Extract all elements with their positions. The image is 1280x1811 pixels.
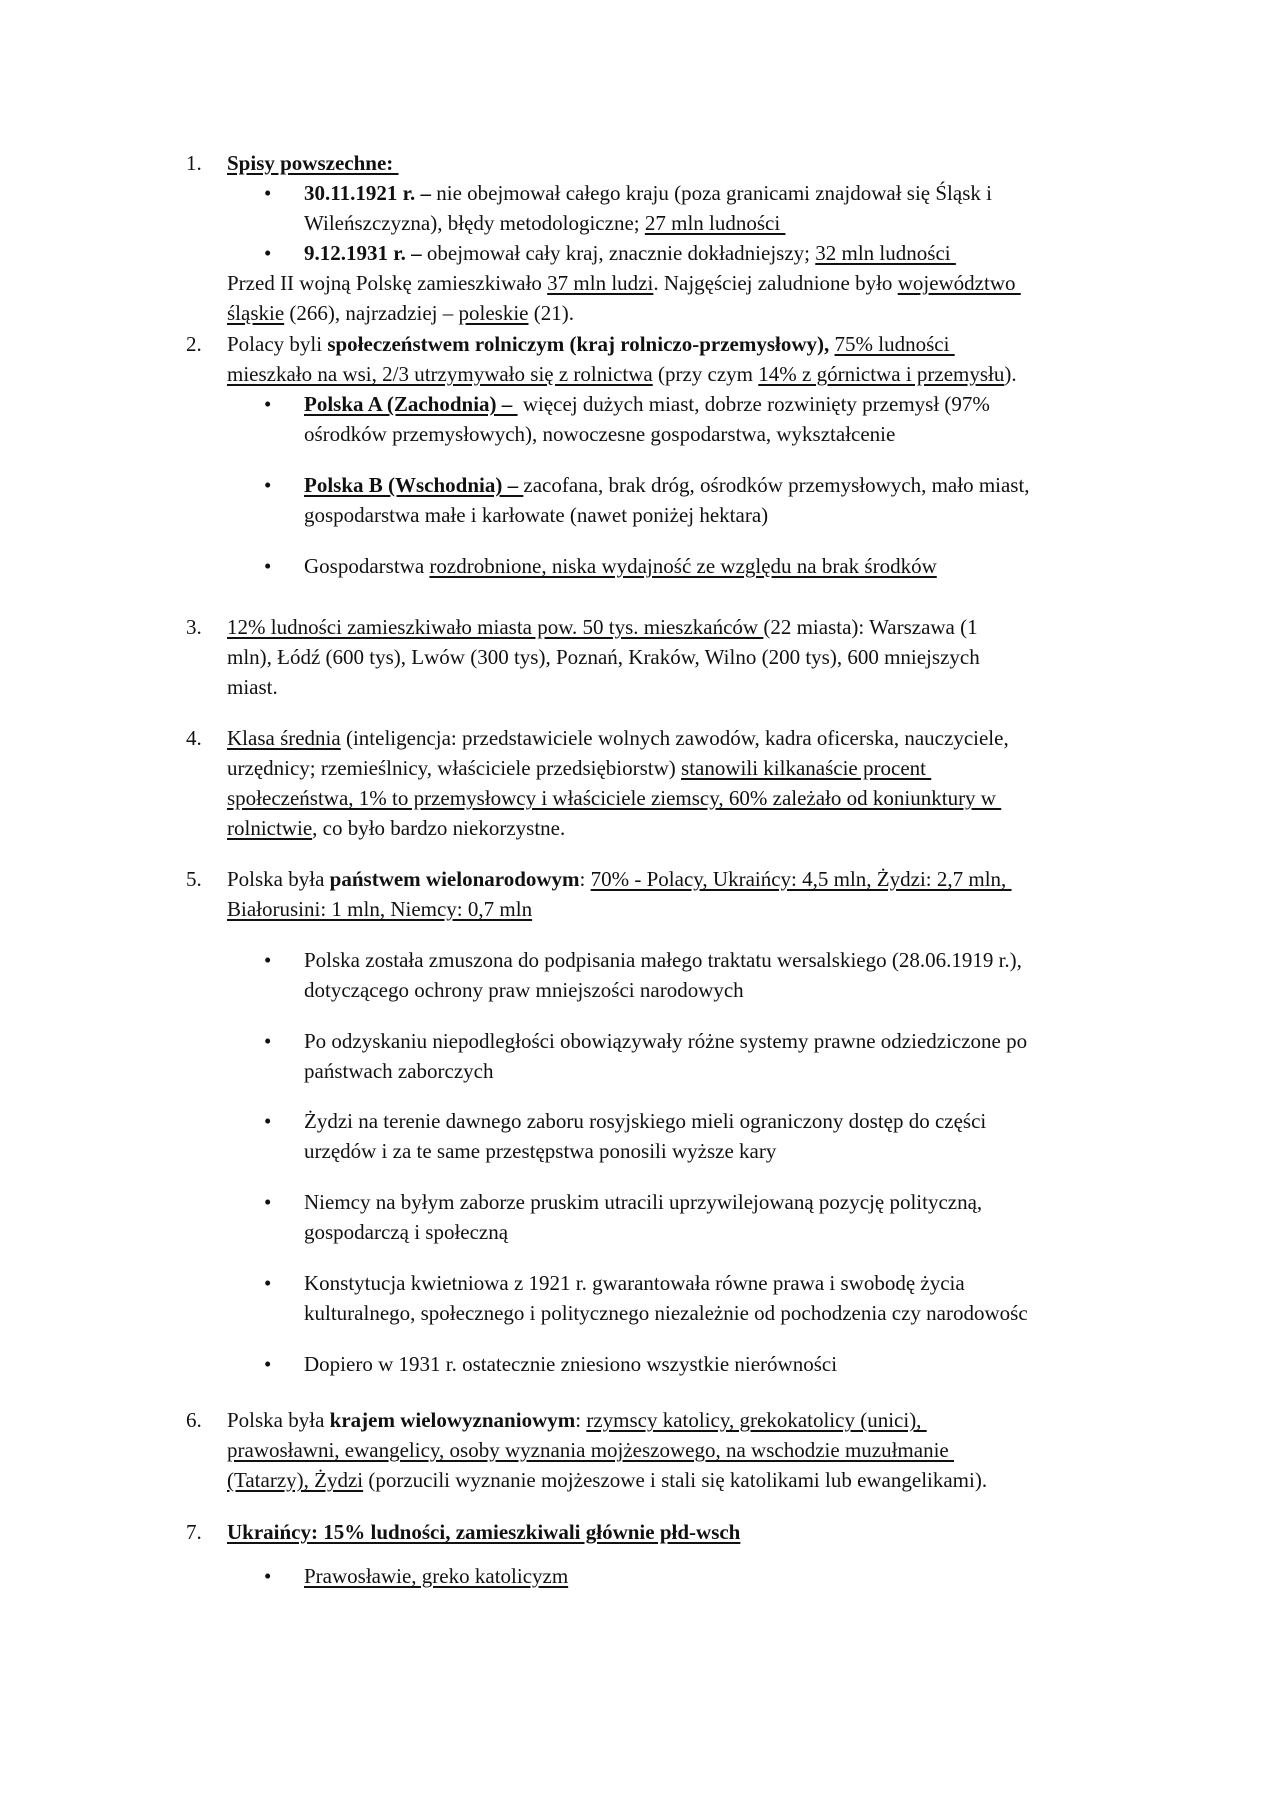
text-line xyxy=(227,864,1012,894)
text-line xyxy=(304,551,937,581)
text-run: Polska była xyxy=(227,867,330,891)
text-run: Dopiero w 1931 r. ostatecznie zniesiono wszystkie nierówności xyxy=(304,1352,838,1376)
text-run: mieszkało na wsi, 2/3 utrzymywało się z rolnictwa xyxy=(227,362,653,386)
text-run: państwem wielonarodowym xyxy=(329,867,580,891)
bullet-icon: • xyxy=(264,181,272,205)
list-number: 2. xyxy=(186,332,202,356)
text-run: śląskie xyxy=(227,301,285,325)
text-run: (przy czym xyxy=(652,362,759,386)
text-run: 75% ludności xyxy=(834,332,955,356)
list-number: 5. xyxy=(186,867,202,891)
text-line xyxy=(227,783,1001,813)
text-run: (22 miasta): Warszawa (1 xyxy=(763,615,978,639)
bullet-icon: • xyxy=(264,1564,272,1588)
text-run: Konstytucja kwietniowa z 1921 r. gwarantowała równe prawa i swobodę życia xyxy=(304,1271,965,1295)
text-line xyxy=(304,500,768,530)
text-run: Gospodarstwa xyxy=(304,554,430,578)
text-run: gospodarczą i społeczną xyxy=(304,1220,509,1244)
text-run: rzymscy katolicy, grekokatolicy (unici), xyxy=(586,1408,927,1432)
text-run: (inteligencja: przedstawiciele wolnych zawodów, kadra oficerska, nauczyciele, xyxy=(340,726,1009,750)
text-run: miast. xyxy=(227,675,278,699)
text-run: rolnictwie xyxy=(227,816,313,840)
text-line xyxy=(304,945,1022,975)
text-line xyxy=(304,1349,837,1379)
text-run: krajem wielowyznaniowym xyxy=(329,1408,576,1432)
text-run: Prawosławie, greko katolicyzm xyxy=(304,1564,569,1588)
text-line xyxy=(227,894,532,924)
text-line xyxy=(304,238,956,268)
text-line xyxy=(227,723,1009,753)
text-line xyxy=(227,1405,927,1435)
bullet-icon: • xyxy=(264,948,272,972)
list-number: 1. xyxy=(186,151,202,175)
text-run: (266), najrzadziej – xyxy=(284,301,459,325)
text-run: Klasa średnia xyxy=(227,726,341,750)
text-run: 14% z górnictwa i przemysłu xyxy=(758,362,1005,386)
text-run: Polska została zmuszona do podpisania małego traktatu wersalskiego (28.06.1919 r.), xyxy=(304,948,1022,972)
text-run: stanowili kilkanaście procent xyxy=(681,756,932,780)
text-run: Niemcy na byłym zaborze pruskim utracili uprzywilejowaną pozycję polityczną, xyxy=(304,1190,983,1214)
text-run: 37 mln ludzi xyxy=(547,271,654,295)
text-line xyxy=(304,389,990,419)
text-run: ośrodków przemysłowych), nowoczesne gospodarstwa, wykształcenie xyxy=(304,422,896,446)
text-run: 9.12.1931 r. – xyxy=(304,241,427,265)
text-run: województwo xyxy=(897,271,1021,295)
text-run: 32 mln ludności xyxy=(815,241,956,265)
text-line xyxy=(227,1435,954,1465)
text-run: ). xyxy=(1004,362,1017,386)
text-line xyxy=(227,359,1017,389)
text-line xyxy=(227,672,278,702)
text-run: zacofana, brak dróg, ośrodków przemysłowych, mało miast, xyxy=(523,473,1030,497)
text-run: Polacy byli xyxy=(227,332,328,356)
text-line xyxy=(304,975,744,1005)
list-number: 4. xyxy=(186,726,202,750)
text-line xyxy=(227,329,955,359)
text-line xyxy=(304,1056,493,1086)
bullet-icon: • xyxy=(264,1190,272,1214)
text-run: obejmował cały kraj, znacznie dokładniejszy; xyxy=(426,241,816,265)
text-run: : xyxy=(579,867,591,891)
text-run: prawosławni, ewangelicy, osoby wyznania mojżeszowego, na wschodzie muzułmanie xyxy=(227,1438,954,1462)
text-run: Polska A (Zachodnia) – xyxy=(304,392,518,416)
bullet-icon: • xyxy=(264,1352,272,1376)
text-run: mln), Łódź (600 tys), Lwów (300 tys), Poznań, Kraków, Wilno (200 tys), 600 mniejszych xyxy=(227,645,980,669)
text-line xyxy=(304,178,992,208)
text-run: społeczeństwem rolniczym (kraj rolniczo-przemysłowy), xyxy=(327,332,835,356)
list-number: 6. xyxy=(186,1408,202,1432)
bullet-icon: • xyxy=(264,392,272,416)
text-run: (Tatarzy), Żydzi xyxy=(227,1468,364,1492)
text-line xyxy=(227,1465,987,1495)
text-line xyxy=(304,1136,776,1166)
list-number: 3. xyxy=(186,615,202,639)
bullet-icon: • xyxy=(264,1271,272,1295)
text-run: . Najgęściej zaludnione było xyxy=(653,271,898,295)
text-run: urzędnicy; rzemieślnicy, właściciele przedsiębiorstw) xyxy=(227,756,682,780)
text-run: , co było bardzo niekorzystne. xyxy=(312,816,566,840)
text-run: 30.11.1921 r. – xyxy=(304,181,437,205)
text-run: Spisy powszechne: xyxy=(227,151,399,175)
text-run: Białorusini: 1 mln, Niemcy: 0,7 mln xyxy=(227,897,533,921)
text-run: gospodarstwa małe i karłowate (nawet poniżej hektara) xyxy=(304,503,769,527)
text-run: więcej dużych miast, dobrze rozwinięty przemysł (97% xyxy=(517,392,990,416)
text-run: kulturalnego, społecznego i politycznego niezależnie od pochodzenia czy narodowośc xyxy=(304,1301,1028,1325)
bullet-icon: • xyxy=(264,1109,272,1133)
text-line xyxy=(304,1217,508,1247)
text-line xyxy=(304,1187,982,1217)
text-line xyxy=(227,298,574,328)
text-run: nie obejmował całego kraju (poza granicami znajdował się Śląsk i xyxy=(436,181,992,205)
text-line xyxy=(304,1026,1027,1056)
text-line xyxy=(227,753,931,783)
text-run: państwach zaborczych xyxy=(304,1059,494,1083)
bullet-icon: • xyxy=(264,1029,272,1053)
text-run: Polska była xyxy=(227,1408,330,1432)
text-run: : xyxy=(575,1408,587,1432)
text-line xyxy=(304,1106,986,1136)
text-run: urzędów i za te same przestępstwa ponosili wyższe kary xyxy=(304,1139,777,1163)
section-heading xyxy=(227,148,399,178)
text-run: Polska B (Wschodnia) – xyxy=(304,473,524,497)
text-run: (21). xyxy=(528,301,574,325)
text-run: 12% ludności zamieszkiwało miasta pow. 50 tys. mieszkańców xyxy=(227,615,764,639)
list-number: 7. xyxy=(186,1520,202,1544)
text-line xyxy=(227,268,1021,298)
text-run: Żydzi na terenie dawnego zaboru rosyjskiego mieli ograniczony dostęp do części xyxy=(304,1109,987,1133)
text-line xyxy=(304,1561,568,1591)
text-line xyxy=(227,642,980,672)
section-heading xyxy=(227,1517,740,1547)
text-line xyxy=(304,419,895,449)
text-run: Wileńszczyzna), błędy metodologiczne; xyxy=(304,211,645,235)
text-line xyxy=(304,208,785,238)
text-run: (porzucili wyznanie mojżeszowe i stali się katolikami lub ewangelikami). xyxy=(363,1468,988,1492)
text-line xyxy=(304,470,1030,500)
bullet-icon: • xyxy=(264,241,272,265)
bullet-icon: • xyxy=(264,554,272,578)
text-run: 27 mln ludności xyxy=(644,211,786,235)
text-run: społeczeństwa, 1% to przemysłowcy i właściciele ziemscy, 60% zależało od koniunktury w xyxy=(227,786,1002,810)
text-run: dotyczącego ochrony praw mniejszości narodowych xyxy=(304,978,744,1002)
text-line xyxy=(227,813,565,843)
text-run: rozdrobnione, niska wydajność ze względu na brak środków xyxy=(429,554,937,578)
text-run: Po odzyskaniu niepodległości obowiązywały różne systemy prawne odziedziczone po xyxy=(304,1029,1028,1053)
text-run: 70% - Polacy, Ukraińcy: 4,5 mln, Żydzi: 2,7 mln, xyxy=(590,867,1012,891)
text-run: poleskie xyxy=(458,301,529,325)
text-run: Przed II wojną Polskę zamieszkiwało xyxy=(227,271,548,295)
text-line xyxy=(304,1298,1028,1328)
bullet-icon: • xyxy=(264,473,272,497)
text-line xyxy=(304,1268,965,1298)
text-run: Ukraińcy: 15% ludności, zamieszkiwali głównie płd-wsch xyxy=(227,1520,741,1544)
text-line xyxy=(227,612,978,642)
